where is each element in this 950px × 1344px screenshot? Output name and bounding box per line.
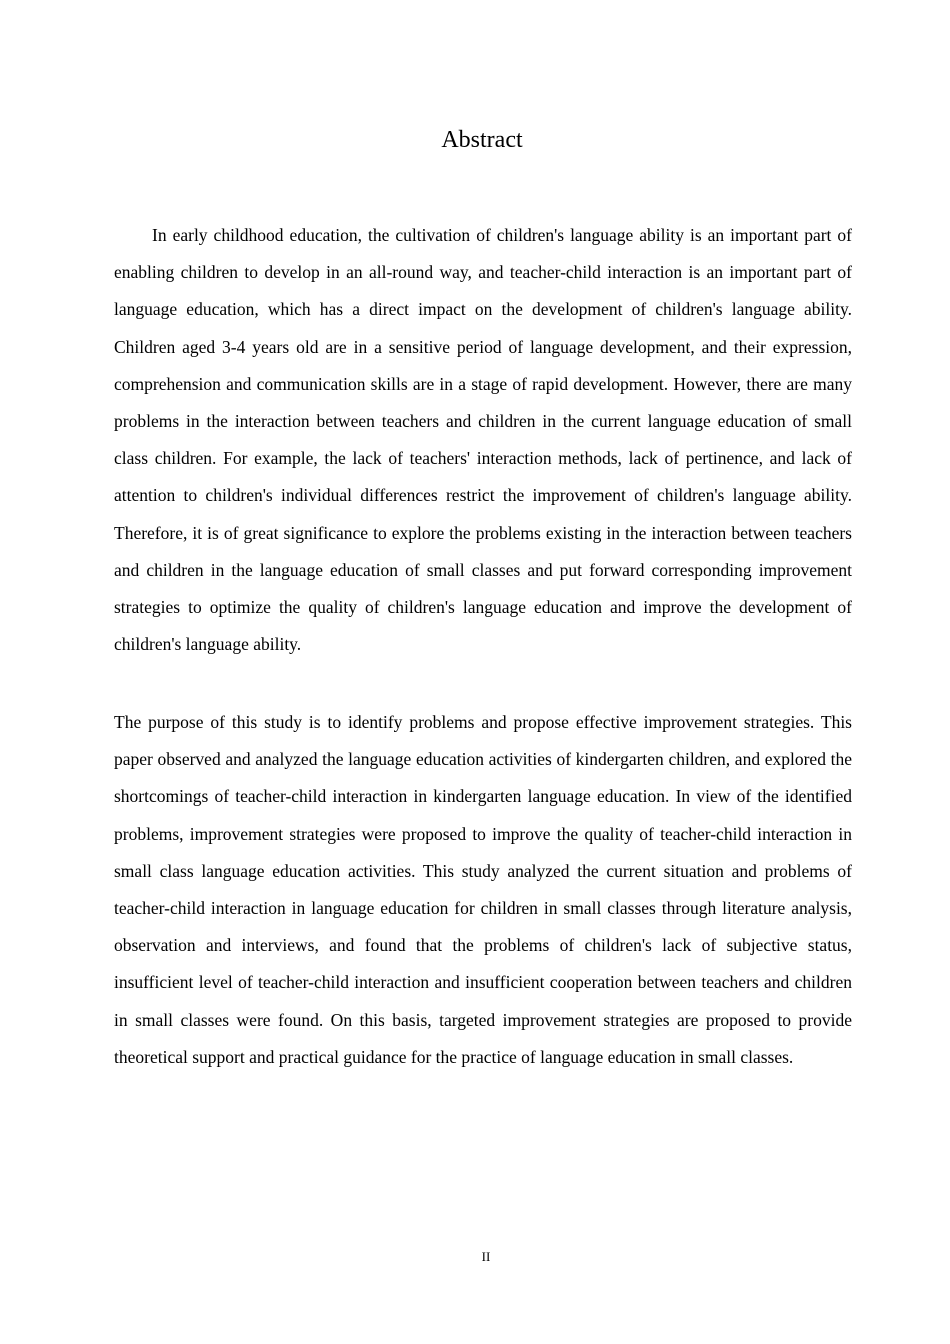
page-number: II: [481, 1249, 491, 1264]
abstract-paragraph-1: In early childhood education, the cultivation of children's language ability is an important part of enabling children to develop in an all-round way, and teacher-child interaction is an important part of language education, which has a direct impact on the development of children's language ability. Children aged 3-4 years old are in a sensitive period of language development, and their expression, comprehension and communication skills are in a stage of rapid development. However, there are many problems in the interaction between teachers and children in the current language education of small class children. For example, the lack of teachers' interaction methods, lack of pertinence, and lack of attention to children's individual differences restrict the improvement of children's language ability. Therefore, it is of great significance to explore the problems existing in the interaction between teachers and children in the language education of small classes and put forward corresponding improvement strategies to optimize the quality of children's language education and improve the development of children's language ability.: [114, 225, 852, 655]
page-title: Abstract: [441, 127, 523, 153]
abstract-paragraph-2: The purpose of this study is to identify problems and propose effective improvement strategies. This paper observed and analyzed the language education activities of kindergarten children, and explored the shortcomings of teacher-child interaction in kindergarten language education. In view of the identified problems, improvement strategies were proposed to improve the quality of teacher-child interaction in small class language education activities. This study analyzed the current situation and problems of teacher-child interaction in language education for children in small classes through literature analysis, observation and interviews, and found that the problems of children's lack of subjective status, insufficient level of teacher-child interaction and insufficient cooperation between teachers and children in small classes were found. On this basis, targeted improvement strategies are proposed to provide theoretical support and practical guidance for the practice of language education in small classes.: [114, 712, 852, 1067]
